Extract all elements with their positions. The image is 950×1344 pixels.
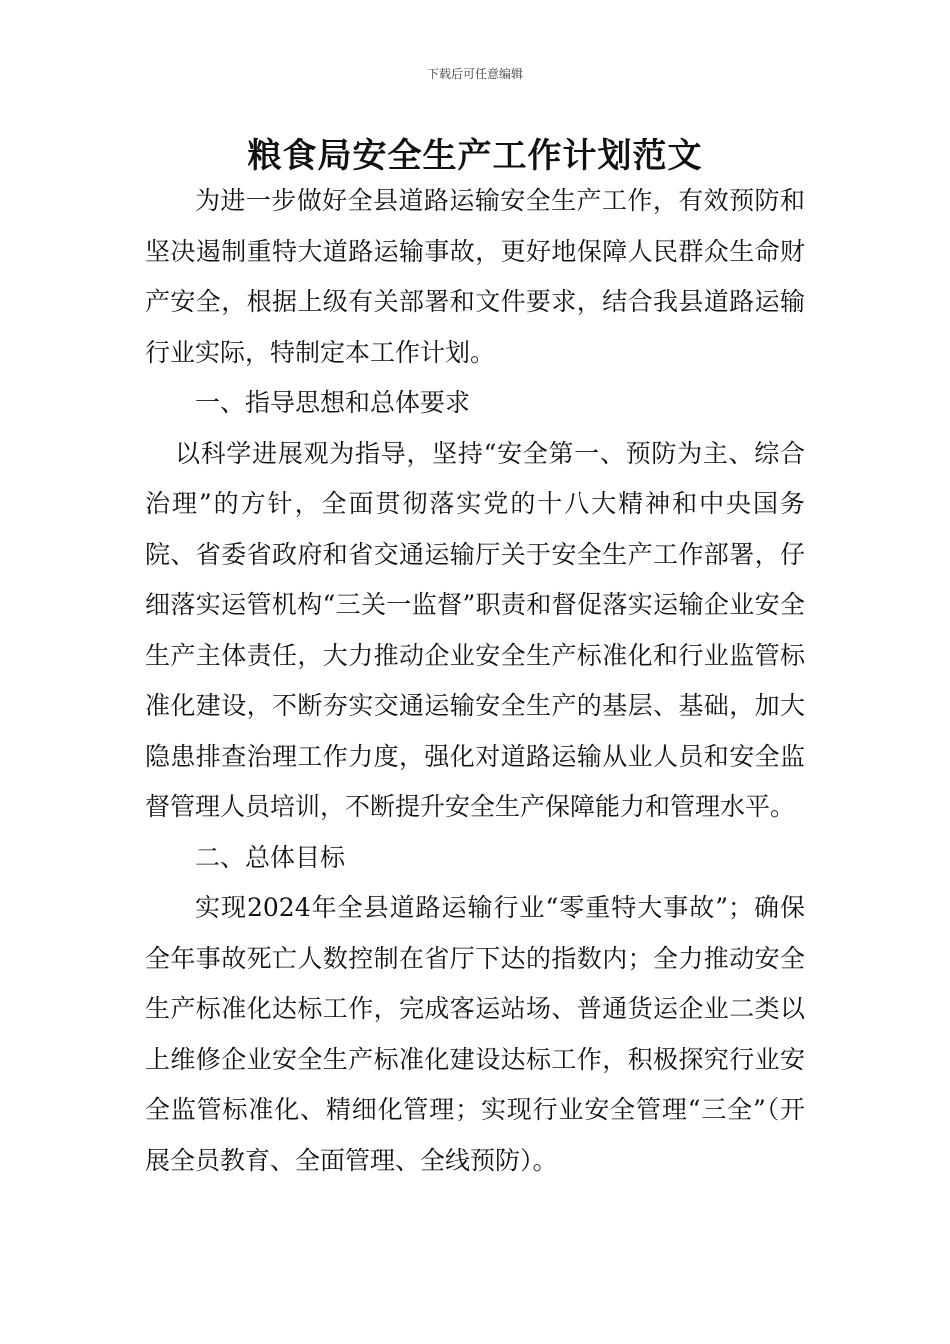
guiding-principles-paragraph: 以科学进展观为指导，坚持“安全第一、预防为主、综合治理”的方针，全面贯彻落实党的十八大精神和中央国务院、省委省政府和省交通运输厅关于安全生产工作部署，仔细落实运管机构“三关一监督”职责和督促落实运输企业安全生产主体责任，大力推动企业安全生产标准化和行业监管标准化建设，不断夯实交通运输安全生产的基层、基础，加大隐患排查治理工作力度，强化对道路运输从业人员和安全监督管理人员培训，不断提升安全生产保障能力和管理水平。	[145, 438, 805, 821]
overall-goals-paragraph: 实现2024年全县道路运输行业“零重特大事故”；确保全年事故死亡人数控制在省厅下达的指数内；全力推动安全生产标准化达标工作，完成客运站场、普通货运企业二类以上维修企业安全生产标准化建设达标工作，积极探究行业安全监管标准化、精细化管理；实现行业安全管理“三全”（开展全员教育、全面管理、全线预防）。	[145, 893, 805, 1175]
document-body	[145, 176, 805, 1186]
header-note: 下载后可任意编辑	[426, 67, 523, 81]
section-heading-2: 二、总体目标	[195, 842, 346, 872]
document-title: 粮食局安全生产工作计划范文	[247, 136, 703, 176]
intro-paragraph: 为进一步做好全县道路运输安全生产工作，有效预防和坚决遏制重特大道路运输事故，更好地保障人民群众生命财产安全，根据上级有关部署和文件要求，结合我县道路运输行业实际，特制定本工作计划。	[145, 186, 805, 367]
section-heading-1: 一、指导思想和总体要求	[195, 388, 471, 417]
